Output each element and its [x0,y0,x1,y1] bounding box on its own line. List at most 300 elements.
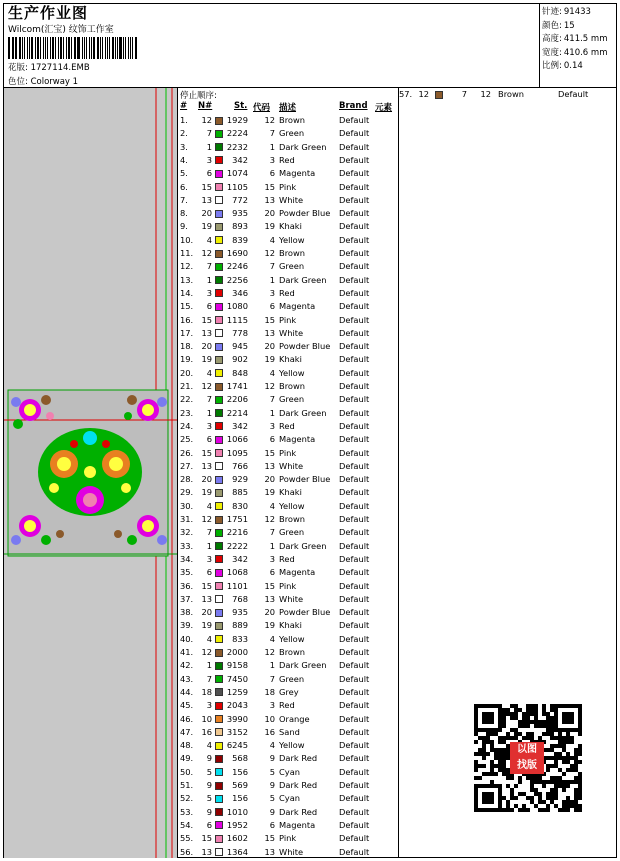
stop-description: Yellow [279,633,305,644]
col-header-st: St. [234,101,248,111]
stop-row [180,540,398,553]
stop-needle: 19 [201,354,212,365]
stop-code: 20 [264,474,275,485]
stop-stitches: 156 [232,766,248,777]
color-swatch [215,795,223,803]
stop-row [180,832,398,845]
stop-needle: 9 [206,806,212,817]
stop-index: 37. [180,593,194,604]
stop-needle: 7 [206,673,212,684]
stop-row [180,287,398,300]
stop-code: 20 [264,341,275,352]
stop-index: 36. [180,580,194,591]
stop-description: Magenta [279,301,316,312]
col-header-idx: # [180,101,188,111]
stop-brand: Default [339,234,370,245]
stop-index: 47. [180,726,194,737]
stop-needle: 3 [206,287,212,298]
stop-description: Green [279,394,305,405]
stop-description: Red [279,287,295,298]
stop-stitches: 346 [232,287,248,298]
stats-divider [539,3,540,87]
stop-stitches: 1080 [226,301,248,312]
stop-row [180,433,398,446]
stop-stitches: 945 [232,341,248,352]
stop-index: 7. [180,194,188,205]
stop-needle: 18 [201,686,212,697]
stop-row [180,247,398,260]
stop-code: 13 [264,460,275,471]
stop-code: 1 [269,660,275,671]
color-swatch [215,635,223,643]
stop-brand: Default [339,740,370,751]
stop-brand: Default [339,660,370,671]
stop-sequence-label: 停止顺序: [180,91,217,101]
stop-code: 1 [269,274,275,285]
stop-code: 1 [269,407,275,418]
stop-stitches: 568 [232,753,248,764]
stop-code: 7 [269,128,275,139]
color-swatch [215,396,223,404]
stop-needle: 7 [206,261,212,272]
stop-index: 53. [180,806,194,817]
stop-index: 28. [180,474,194,485]
stop-index: 20. [180,367,194,378]
stop-stitches: 1259 [226,686,248,697]
stop-row [180,779,398,792]
stop-code: 7 [269,261,275,272]
stop-needle: 12 [201,647,212,657]
stop-row [180,460,398,473]
stop-description: Yellow [279,740,305,751]
stop-brand: Default [339,713,370,724]
stop-brand: Default [339,514,370,524]
stop-code: 1 [269,540,275,551]
stop-brand: Default [339,381,370,391]
color-swatch [215,476,223,484]
stop-brand: Default [339,341,370,352]
stop-description: Red [279,420,295,431]
stop-index: 19. [180,354,194,365]
color-swatch [215,170,223,178]
stop-needle: 1 [206,660,212,671]
stop-brand: Default [339,327,370,338]
stop-needle: 12 [201,381,212,391]
stop-description: Brown [279,248,306,258]
stop-code: 20 [264,208,275,219]
color-swatch [215,555,223,563]
stop-index: 30. [180,500,194,511]
stop-index: 50. [180,766,194,777]
stop-needle: 9 [206,753,212,764]
stop-stitches: 833 [232,633,248,644]
stop-brand: Default [339,647,370,657]
stop-stitches: 1010 [226,806,248,817]
stop-code: 3 [269,420,275,431]
color-swatch [215,183,223,191]
color-swatch [215,742,223,750]
stop-description: Khaki [279,487,302,498]
stop-stitches: 768 [232,593,248,604]
stop-code: 6 [269,567,275,578]
stop-index: 2. [180,128,188,139]
color-swatch [215,489,223,497]
stop-description: White [279,593,304,604]
stop-stitches: 772 [232,194,248,205]
color-swatch [215,688,223,696]
stop-code: 9 [269,806,275,817]
stop-needle: 6 [206,434,212,445]
stop-needle: 13 [201,327,212,338]
stop-code: 5 [269,793,275,804]
stop-row [180,234,398,247]
stop-row [180,486,398,499]
stop-description: Brown [279,381,306,391]
stop-code: 19 [264,487,275,498]
col-header-desc: 描述 [279,103,297,113]
stop-stitches: 7450 [226,673,248,684]
stop-brand: Default [339,540,370,551]
stop-brand: Default [339,128,370,139]
stop-description: Green [279,261,305,272]
stop-code: 9 [269,780,275,790]
stop-description: Pink [279,314,297,325]
stop-row [180,447,398,460]
stop-row [180,260,398,273]
stop-needle: 15 [201,314,212,325]
stop-row [180,314,398,327]
stop-needle: 19 [201,221,212,232]
stop-brand: Default [339,394,370,405]
stop-code: 3 [269,154,275,165]
stop-brand: Default [339,553,370,564]
stop-code: 12 [264,381,275,391]
stop-description: Dark Green [279,274,327,285]
stop-brand: Default [339,248,370,258]
stop-description: Yellow [279,500,305,511]
col-header-code: 代码 [253,103,271,113]
stop-brand: Default [339,780,370,790]
stop-brand: Default [339,154,370,165]
stop-needle: 6 [206,567,212,578]
stop-stitches: 2232 [226,141,248,152]
stop-row [180,739,398,752]
stop-needle: 10 [201,713,212,724]
stop-index: 10. [180,234,194,245]
stop-index: 15. [180,301,194,312]
stop-description: Grey [279,686,299,697]
stop-description: Dark Red [279,753,318,764]
stop-needle: 1 [206,141,212,152]
stop-row [180,846,398,859]
stop-row [180,580,398,593]
stop-row [180,420,398,433]
color-swatch [215,409,223,417]
stop-needle: 7 [206,527,212,538]
stop-code: 4 [269,367,275,378]
stop-index: 49. [180,753,194,764]
color-swatch [215,196,223,204]
stop-brand: Default [339,447,370,458]
stop-index: 39. [180,620,194,631]
color-swatch [215,223,223,231]
stop-index: 33. [180,540,194,551]
stop-code: 3 [269,553,275,564]
color-swatch [215,728,223,736]
stop-brand: Default [339,846,370,857]
stop-index: 3. [180,141,188,152]
stop-stitches: 1929 [226,115,248,125]
stop-needle: 12 [201,248,212,258]
color-swatch [215,263,223,271]
stop-index: 6. [180,181,188,192]
stop-row [180,699,398,712]
stop-code: 16 [264,726,275,737]
stop-code: 6 [269,819,275,830]
design-preview [4,88,177,858]
color-swatch [215,821,223,829]
stop-stitches: 2256 [226,274,248,285]
color-swatch [215,117,223,125]
stop-stitches: 885 [232,487,248,498]
stop-row [180,220,398,233]
stop-code: 15 [264,447,275,458]
stop-brand: Default [339,819,370,830]
stop-brand: Default [339,208,370,219]
stop-index: 21. [180,381,194,391]
stop-brand: Default [339,194,370,205]
stop-stitches: 1105 [226,181,248,192]
stop-code: 12 [264,514,275,524]
stop-index: 23. [180,407,194,418]
stop-description: Brown [279,115,306,125]
stop-index: 24. [180,420,194,431]
stop-brand: Default [339,673,370,684]
stop-stitches: 1751 [226,514,248,524]
embroidery-preview-image [4,88,177,858]
stop-row [180,114,398,127]
stop-code: 15 [264,833,275,844]
stop-row [180,766,398,779]
stop-code: 5 [269,766,275,777]
stop-stitches: 6245 [226,740,248,751]
stop-description: Pink [279,833,297,844]
qr-code [470,702,586,814]
stop-row [180,513,398,526]
stop-row [180,500,398,513]
color-swatch [215,542,223,550]
stop-index: 11. [180,248,194,258]
stop-needle: 13 [201,194,212,205]
stop-brand: Default [339,407,370,418]
stop-description: White [279,846,304,857]
stop-needle: 13 [201,846,212,857]
stop-needle: 15 [201,833,212,844]
color-swatch [215,649,223,657]
stop-needle: 19 [201,620,212,631]
stop-needle: 16 [201,726,212,737]
stop-brand: Default [339,633,370,644]
color-swatch [435,91,443,99]
stop-row [180,407,398,420]
stop-brand: Default [339,753,370,764]
stop-code: 4 [269,234,275,245]
stop-code: 7 [269,527,275,538]
stop-code: 3 [269,287,275,298]
stop-row [180,393,398,406]
stop-description: Red [279,700,295,711]
stop-brand: Default [339,115,370,125]
stop-code: 9 [269,753,275,764]
stop-stitches: 1101 [226,580,248,591]
stop-needle: 19 [201,487,212,498]
stop-index: 27. [180,460,194,471]
stop-index: 13. [180,274,194,285]
col-header-element: 元素 [375,103,393,113]
stop-row [180,593,398,606]
stop-stitches: 342 [232,420,248,431]
stop-needle: 3 [206,700,212,711]
stop-code: 19 [264,221,275,232]
stop-code: 13 [264,327,275,338]
stop-stitches: 1115 [226,314,248,325]
stop-index: 55. [180,833,194,844]
stop-needle: 7 [206,394,212,405]
stop-row [180,713,398,726]
stop-code: 4 [269,500,275,511]
stop-brand: Default [339,607,370,618]
stop-index: 43. [180,673,194,684]
stop-brand: Default [339,686,370,697]
stop-stitches: 342 [232,553,248,564]
stop-row [180,207,398,220]
stop-needle: 1 [206,274,212,285]
stop-brand: Default [339,141,370,152]
stop-code: 19 [264,620,275,631]
color-swatch [215,848,223,856]
stop-index: 1. [180,115,188,125]
stop-stitches: 2216 [226,527,248,538]
stop-code: 3 [269,700,275,711]
stop-index: 48. [180,740,194,751]
stop-stitches: 830 [232,500,248,511]
color-swatch [215,383,223,391]
stop-stitches: 1952 [226,819,248,830]
stop-stitches: 929 [232,474,248,485]
stat-colors: 颜色: 15 [542,20,575,31]
stop-index: 25. [180,434,194,445]
stop-row [180,167,398,180]
stop-code: 7 [269,673,275,684]
stop-row [180,340,398,353]
stop-stitches: 1602 [226,833,248,844]
stop-needle: 15 [201,181,212,192]
stop-code: 10 [264,713,275,724]
stop-needle: 12 [201,514,212,524]
stop-stitches: 2206 [226,394,248,405]
color-swatch [215,276,223,284]
stop-code: 20 [264,607,275,618]
stop-description: White [279,327,304,338]
stop-stitches: 1095 [226,447,248,458]
stop-code: 4 [269,740,275,751]
design-value: 1727114.EMB [30,63,90,73]
stop-description: Brown [279,514,306,524]
stop-index: 44. [180,686,194,697]
stop-needle: 15 [201,447,212,458]
stop-index: 54. [180,819,194,830]
page-title: 生产作业图 [8,4,89,22]
stop-row [180,154,398,167]
stop-stitches: 1066 [226,434,248,445]
stop-brand: Default [339,474,370,485]
stop-row [180,792,398,805]
stop-description: Pink [279,580,297,591]
stop-stitches: 1690 [226,248,248,258]
color-swatch [215,702,223,710]
stop-stitches: 1364 [226,846,248,857]
stop-description: Khaki [279,221,302,232]
stop-description: Green [279,673,305,684]
stop-code: 18 [264,686,275,697]
stop-description: Sand [279,726,300,737]
stop-row [180,819,398,832]
stop-needle: 3 [206,154,212,165]
stop-code: 15 [264,181,275,192]
color-swatch [215,622,223,630]
preview-divider [177,87,178,858]
stop-code: 12 [264,647,275,657]
color-swatch [215,462,223,470]
stop-row [180,141,398,154]
stop-description: Powder Blue [279,341,331,352]
stop-row [180,726,398,739]
stop-needle: 1 [206,540,212,551]
color-swatch [215,768,223,776]
stop-description: Khaki [279,354,302,365]
stop-description: Magenta [279,819,316,830]
stop-code: 19 [264,354,275,365]
color-swatch [215,755,223,763]
stop-description: Dark Red [279,806,318,817]
stop-description: Magenta [279,168,316,179]
color-swatch [215,502,223,510]
stop-index: 42. [180,660,194,671]
color-swatch [215,343,223,351]
stop-brand: Default [339,500,370,511]
color-swatch [215,782,223,790]
stop-stitches: 342 [232,154,248,165]
stop-stitches: 766 [232,460,248,471]
stop-description: Khaki [279,620,302,631]
color-swatch [215,316,223,324]
stop-needle: 13 [201,460,212,471]
stop-needle: 3 [206,420,212,431]
color-swatch [215,422,223,430]
stop-needle: 5 [206,793,212,804]
stop-code: 13 [264,194,275,205]
stop-brand: Default [339,766,370,777]
stop-description: Dark Green [279,141,327,152]
stop-code: 6 [269,434,275,445]
stop-index: 31. [180,514,194,524]
stop-row [180,606,398,619]
stop-brand: Default [339,434,370,445]
color-swatch [215,609,223,617]
stop-row [180,127,398,140]
color-swatch [215,143,223,151]
stop-code: 1 [269,141,275,152]
